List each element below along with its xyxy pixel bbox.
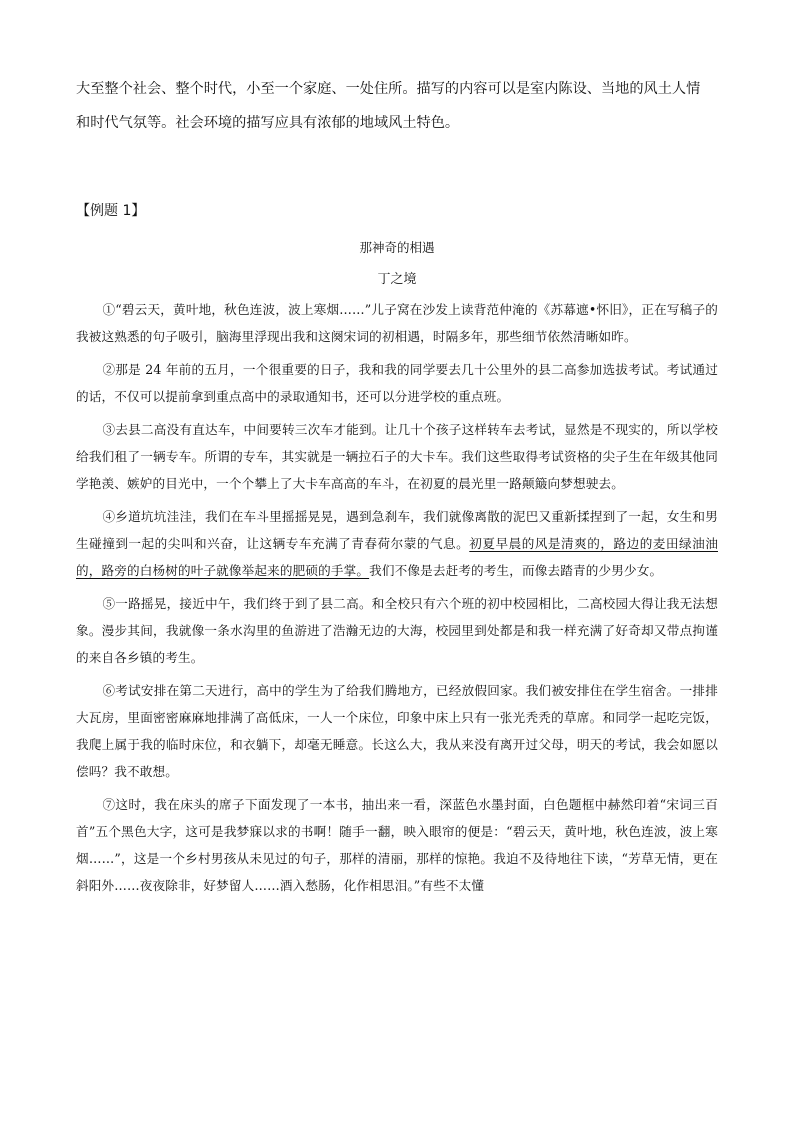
paragraph-5: ⑤一路摇晃，接近中午，我们终于到了县二高。和全校只有六个班的初中校园相比，二高校园大得让我无法想象。漫步其间，我就像一条水沟里的鱼游进了浩瀚无边的大海，校园里到处都是和我一样充满了好奇却又带点拘谨的来自各乡镇的考生。 (76, 596, 718, 665)
paragraph-1: ①“碧云天，黄叶地，秋色连波，波上寒烟……”儿子窝在沙发上读背范仲淹的《苏幕遮•怀旧》，正在写稿子的我被这熟悉的句子吸引，脑海里浮现出我和这阕宋词的初相遇，时隔多年，那些细节依然清晰如昨。 (76, 302, 718, 344)
article-title: 那神奇的相遇 (359, 240, 435, 255)
paragraph-4-tail: 我们不像是去赶考的考生，而像去踏青的少男少女。 (369, 563, 663, 578)
example-label: 【例题 1】 (76, 203, 146, 219)
article-body (76, 296, 718, 905)
paragraph-3: ③去县二高没有直达车，中间要转三次车才能到。让几十个孩子这样转车去考试，显然是不现实的，所以学校给我们租了一辆专车。所谓的专车，其实就是一辆拉石子的大卡车。我们这些取得考试资格的尖子生在年级其他同学艳羡、嫉妒的目光中，一个个攀上了大卡车高高的车斗，在初夏的晨光里一路颠簸向梦想驶去。 (76, 422, 718, 491)
paragraph-6: ⑥考试安排在第二天进行，高中的学生为了给我们腾地方，已经放假回家。我们被安排住在学生宿舍。一排排大瓦房，里面密密麻麻地排满了高低床，一人一个床位，印象中床上只有一张光秃秃的草席。和同学一起吃完饭，我爬上属于我的临时床位，和衣躺下，却毫无睡意。长这么大，我从来没有离开过父母，明天的考试，我会如愿以偿吗？我不敢想。 (76, 683, 718, 779)
paragraph-2: ②那是 24 年前的五月，一个很重要的日子，我和我的同学要去几十公里外的县二高参加选拔考试。考试通过的话，不仅可以提前拿到重点高中的录取通知书，还可以分进学校的重点班。 (76, 362, 718, 404)
intro-paragraph: 大至整个社会、整个时代，小至一个家庭、一处住所。描写的内容可以是室内陈设、当地的风土人情和时代气氛等。社会环境的描写应具有浓郁的地域风土特色。 (76, 81, 701, 131)
paragraph-4 (76, 503, 718, 584)
paragraph-4-lead: ④乡道坑坑洼洼，我们在车斗里摇摇晃晃，遇到急刹车，我们就像离散的泥巴又重新揉捏到了一起，女生和男生碰撞到一起的尖叫和兴奋，让这辆专车充满了青春荷尔蒙的气息。 (76, 509, 718, 551)
underlined-sentence: 初夏早晨的风是清爽的，路边的麦田绿油油的，路旁的白杨树的叶子就像举起来的肥硕的手掌。 (76, 536, 718, 578)
article-author: 丁之境 (377, 272, 417, 287)
paragraph-7: ⑦这时，我在床头的席子下面发现了一本书，抽出来一看，深蓝色水墨封面，白色题框中赫然印着“宋词三百首”五个黑色大字，这可是我梦寐以求的书啊！随手一翻，映入眼帘的便是：“碧云天，黄叶地，秋色连波，波上寒烟……”，这是一个乡村男孩从未见过的句子，那样的清丽，那样的惊艳。我迫不及待地往下读，“芳草无情，更在斜阳外……夜夜除非，好梦留人……酒入愁肠，化作相思泪。”有些不太懂 (76, 797, 718, 893)
